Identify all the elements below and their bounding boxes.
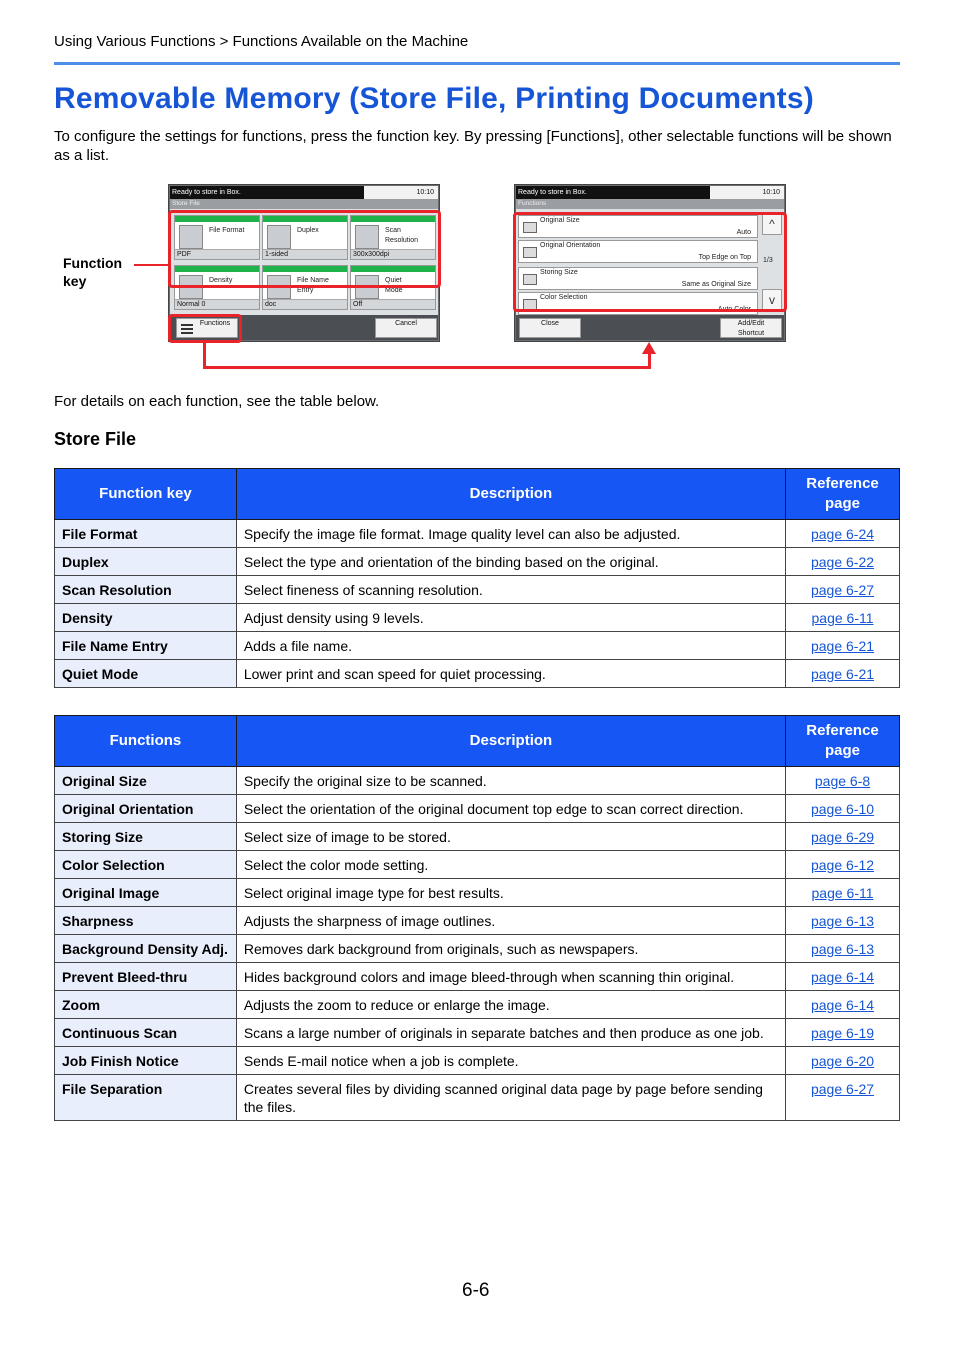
status-bar: Ready to store in Box. (516, 186, 711, 199)
original-size-row[interactable]: Original Size Auto (518, 215, 758, 238)
original-orientation-row[interactable]: Original Orientation Top Edge on Top (518, 240, 758, 263)
function-name-cell: Job Finish Notice (55, 1047, 237, 1075)
description-cell: Adds a file name. (236, 632, 785, 660)
function-name-cell: Storing Size (55, 823, 237, 851)
description-cell: Specify the original size to be scanned. (236, 767, 785, 795)
function-name-cell: Sharpness (55, 907, 237, 935)
table-row (55, 991, 900, 1019)
function-name-cell: File Separation (55, 1075, 237, 1121)
reference-page-link[interactable]: page 6-21 (786, 632, 900, 660)
header-rule (54, 62, 900, 65)
table-row (55, 795, 900, 823)
table-row (55, 604, 900, 632)
reference-page-link[interactable]: page 6-13 (786, 907, 900, 935)
reference-page-link[interactable]: page 6-10 (786, 795, 900, 823)
description-cell: Scans a large number of originals in separate batches and then produce as one job. (236, 1019, 785, 1047)
connector-line (203, 343, 206, 368)
description-cell: Creates several files by dividing scanned original data page by page before sending the files. (236, 1075, 785, 1121)
screens-figure (54, 180, 804, 380)
description-cell: Adjusts the sharpness of image outlines. (236, 907, 785, 935)
description-cell: Sends E-mail notice when a job is complete. (236, 1047, 785, 1075)
description-cell: Select the color mode setting. (236, 851, 785, 879)
duplex-key[interactable]: Duplex 1-sided (262, 215, 348, 260)
table-row (55, 520, 900, 548)
quiet-mode-key[interactable]: Quiet Mode Off (350, 265, 436, 310)
page-title: Removable Memory (Store File, Printing Documents) (54, 82, 814, 115)
close-button[interactable]: Close (519, 318, 581, 338)
function-name-cell: Original Size (55, 767, 237, 795)
function-name-cell: Original Orientation (55, 795, 237, 823)
reference-page-link[interactable]: page 6-27 (786, 1075, 900, 1121)
function-name-cell: Zoom (55, 991, 237, 1019)
add-edit-shortcut-button[interactable]: Add/Edit Shortcut (720, 318, 782, 338)
table-row (55, 632, 900, 660)
description-cell: Hides background colors and image bleed-through when scanning thin original. (236, 963, 785, 991)
page-indicator: 1/3 (763, 257, 773, 264)
table-row (55, 1019, 900, 1047)
screen-title: Functions (516, 199, 784, 209)
color-selection-row[interactable]: Color Selection Auto Color (518, 292, 758, 315)
header-functions: Functions (55, 716, 237, 767)
description-cell: Select fineness of scanning resolution. (236, 576, 785, 604)
header-description: Description (236, 469, 785, 520)
function-name-cell: Density (55, 604, 237, 632)
table-row (55, 823, 900, 851)
function-name-cell: File Format (55, 520, 237, 548)
header-reference: Reference page (786, 716, 900, 767)
description-cell: Select the orientation of the original document top edge to scan correct direction. (236, 795, 785, 823)
cancel-button[interactable]: Cancel (375, 318, 437, 338)
clock: 10:10 (364, 186, 438, 199)
function-name-cell: Duplex (55, 548, 237, 576)
function-name-cell: Background Density Adj. (55, 935, 237, 963)
reference-page-link[interactable]: page 6-20 (786, 1047, 900, 1075)
connector-line (648, 354, 651, 369)
function-name-cell: Original Image (55, 879, 237, 907)
function-name-cell: File Name Entry (55, 632, 237, 660)
scroll-down-button[interactable]: v (762, 289, 782, 311)
reference-page-link[interactable]: page 6-27 (786, 576, 900, 604)
function-key-label: Function key (63, 255, 123, 289)
store-file-table (54, 468, 900, 688)
table-row (55, 879, 900, 907)
file-format-key[interactable]: File Format PDF (174, 215, 260, 260)
reference-page-link[interactable]: page 6-22 (786, 548, 900, 576)
description-cell: Select size of image to be stored. (236, 823, 785, 851)
functions-button[interactable]: Functions (176, 318, 238, 338)
table-row (55, 576, 900, 604)
scroll-up-button[interactable]: ^ (762, 213, 782, 235)
status-bar: Ready to store in Box. (170, 186, 365, 199)
function-keys-highlight (168, 210, 441, 288)
description-cell: Select original image type for best results. (236, 879, 785, 907)
header-function-key: Function key (55, 469, 237, 520)
reference-page-link[interactable]: page 6-12 (786, 851, 900, 879)
description-cell: Adjust density using 9 levels. (236, 604, 785, 632)
description-cell: Select the type and orientation of the binding based on the original. (236, 548, 785, 576)
reference-page-link[interactable]: page 6-19 (786, 1019, 900, 1047)
table-row (55, 963, 900, 991)
description-cell: Specify the image file format. Image quality level can also be adjusted. (236, 520, 785, 548)
screen-title: Store File (170, 199, 438, 209)
storing-size-row[interactable]: Storing Size Same as Original Size (518, 267, 758, 290)
functions-button-highlight (168, 314, 242, 343)
reference-page-link[interactable]: page 6-14 (786, 963, 900, 991)
table-row (55, 767, 900, 795)
screen-footer (516, 315, 784, 340)
reference-page-link[interactable]: page 6-11 (786, 879, 900, 907)
function-name-cell: Continuous Scan (55, 1019, 237, 1047)
arrow-up-icon (642, 342, 656, 354)
table-header (55, 469, 900, 520)
table-row (55, 851, 900, 879)
clock: 10:10 (710, 186, 784, 199)
table-row (55, 1047, 900, 1075)
connector-line (203, 366, 651, 369)
header-description: Description (236, 716, 785, 767)
density-key[interactable]: Density Normal 0 (174, 265, 260, 310)
details-text: For details on each function, see the table below. (54, 393, 380, 410)
function-name-cell: Scan Resolution (55, 576, 237, 604)
functions-table (54, 715, 900, 1121)
table-row (55, 907, 900, 935)
reference-page-link[interactable]: page 6-13 (786, 935, 900, 963)
reference-page-link[interactable]: page 6-8 (786, 767, 900, 795)
description-cell: Removes dark background from originals, such as newspapers. (236, 935, 785, 963)
page-number: 6-6 (462, 1280, 490, 1301)
function-name-cell: Color Selection (55, 851, 237, 879)
reference-page-link[interactable]: page 6-29 (786, 823, 900, 851)
reference-page-link[interactable]: page 6-11 (786, 604, 900, 632)
function-list-highlight (513, 212, 787, 312)
function-key-pointer (134, 264, 171, 266)
reference-page-link[interactable]: page 6-14 (786, 991, 900, 1019)
scan-resolution-key[interactable]: Scan Resolution 300x300dpi (350, 215, 436, 260)
file-name-entry-key[interactable]: File Name Entry doc (262, 265, 348, 310)
breadcrumb: Using Various Functions > Functions Available on the Machine (54, 33, 469, 50)
reference-page-link[interactable]: page 6-24 (786, 520, 900, 548)
table-header (55, 716, 900, 767)
section-heading: Store File (54, 429, 137, 449)
reference-page-link[interactable]: page 6-21 (786, 660, 900, 688)
table-row (55, 935, 900, 963)
function-name-cell: Prevent Bleed-thru (55, 963, 237, 991)
header-reference: Reference page (786, 469, 900, 520)
table-row (55, 660, 900, 688)
intro-text: To configure the settings for functions, press the function key. By pressing [Functions], other selectable functions will be shown as a list. (54, 128, 892, 164)
table-row (55, 1075, 900, 1121)
description-cell: Adjusts the zoom to reduce or enlarge the image. (236, 991, 785, 1019)
description-cell: Lower print and scan speed for quiet processing. (236, 660, 785, 688)
function-name-cell: Quiet Mode (55, 660, 237, 688)
table-row (55, 548, 900, 576)
